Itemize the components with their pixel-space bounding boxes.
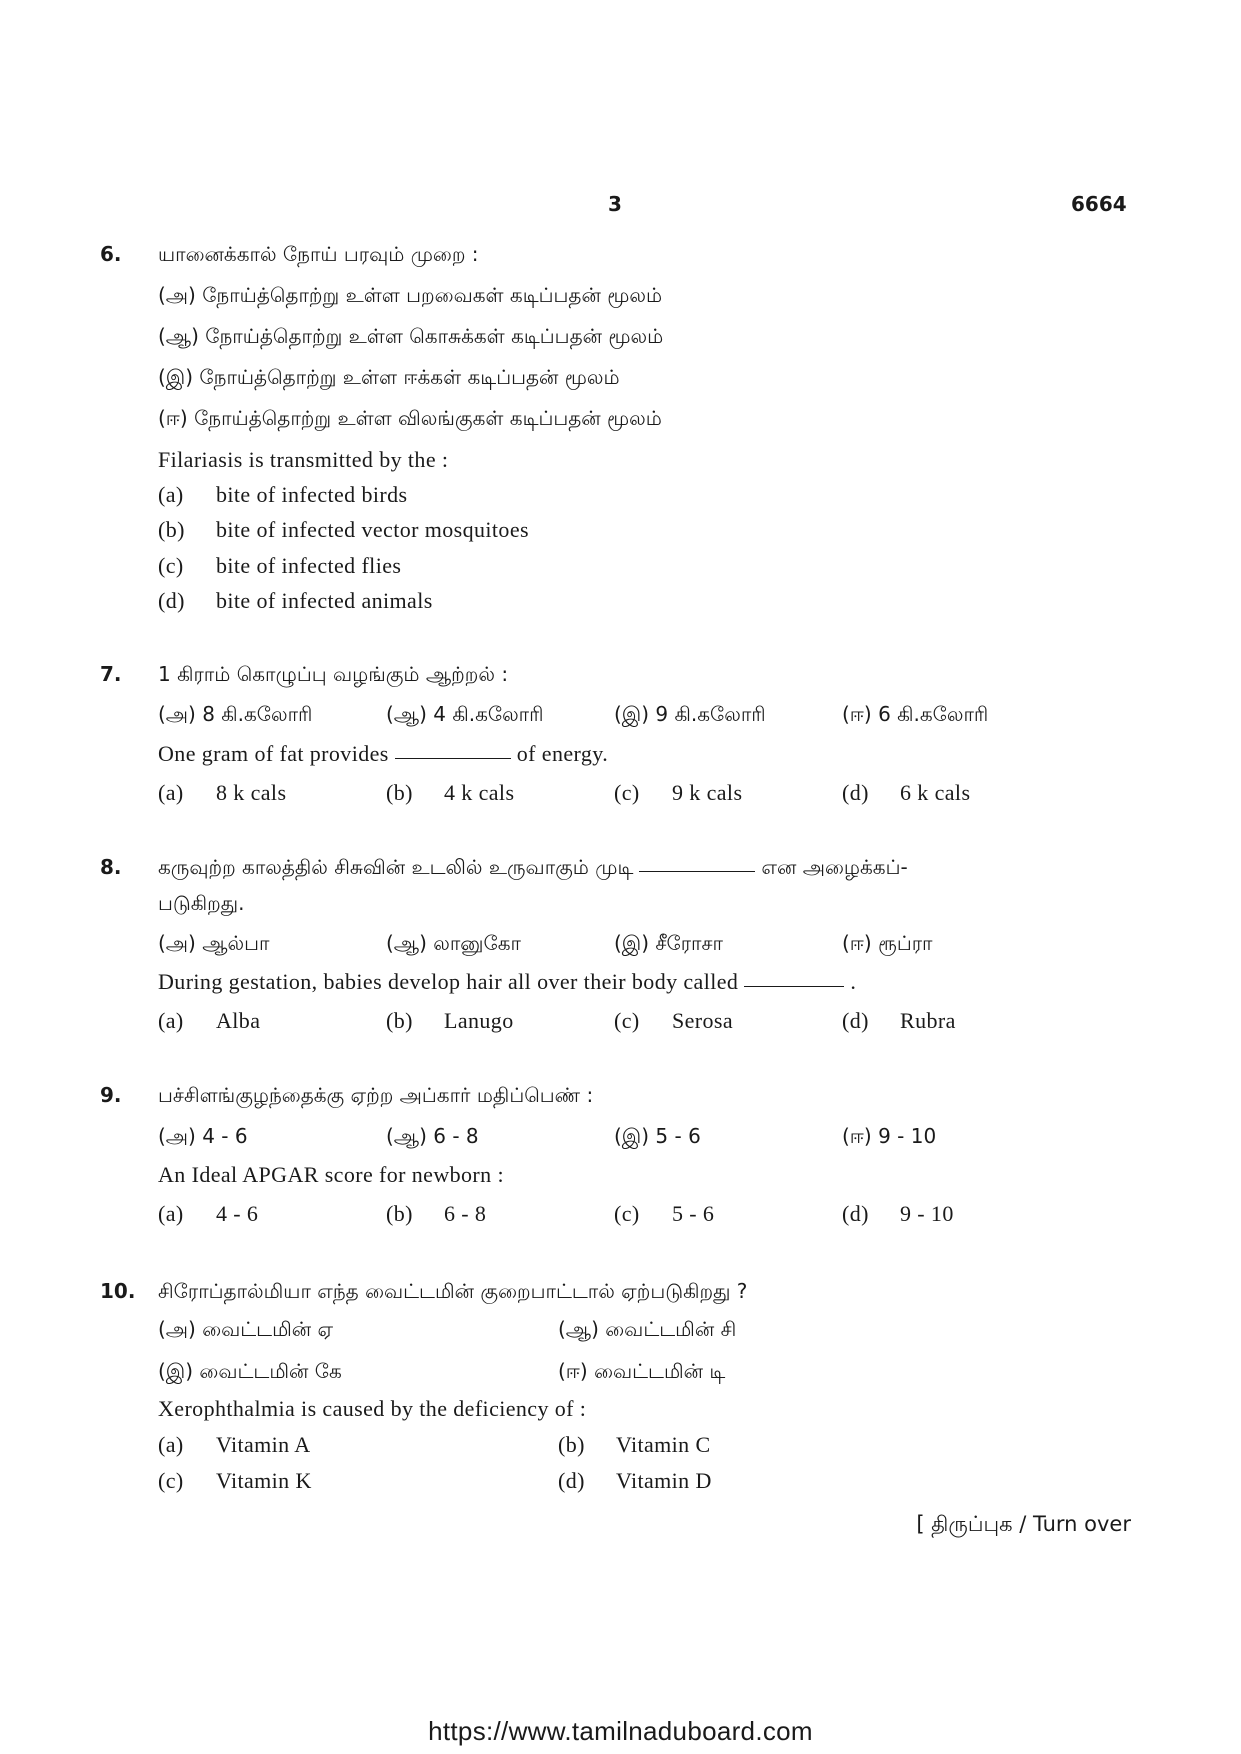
option-label: (d) xyxy=(842,1008,869,1033)
option-text: bite of infected birds xyxy=(216,482,408,507)
english-option xyxy=(558,1468,712,1494)
question-stem-english xyxy=(158,741,608,767)
english-option xyxy=(614,780,742,806)
english-option xyxy=(386,780,514,806)
english-option xyxy=(386,1201,486,1227)
option-label: (d) xyxy=(842,1201,869,1226)
tamil-option: (இ) 9 கி.கலோரி xyxy=(614,702,766,726)
option-label: (b) xyxy=(158,517,185,542)
option-text: Alba xyxy=(216,1008,261,1033)
english-option xyxy=(842,1201,954,1227)
option-text: Rubra xyxy=(900,1008,956,1033)
tamil-option: (அ) வைட்டமின் ஏ xyxy=(158,1317,334,1341)
stem-text: கருவுற்ற காலத்தில் சிசுவின் உடலில் உருவாகும் முடி xyxy=(158,855,634,879)
question-stem-tamil: பச்சிளங்குழந்தைக்கு ஏற்ற அப்கார் மதிப்பெண் : xyxy=(158,1083,594,1107)
option-label: (c) xyxy=(614,1201,640,1226)
english-option xyxy=(158,588,433,614)
option-text: bite of infected flies xyxy=(216,553,402,578)
option-text: Vitamin D xyxy=(616,1468,712,1493)
turn-over-note: [ திருப்புக / Turn over xyxy=(916,1512,1131,1536)
option-label: (a) xyxy=(158,1432,184,1457)
tamil-option: (ஆ) 6 - 8 xyxy=(386,1124,479,1148)
english-option xyxy=(158,553,401,579)
option-text: 9 - 10 xyxy=(900,1201,954,1226)
option-label: (a) xyxy=(158,1201,184,1226)
answer-blank xyxy=(395,758,511,759)
option-label: (c) xyxy=(614,780,640,805)
option-label: (d) xyxy=(158,588,185,613)
option-label: (c) xyxy=(158,553,184,578)
tamil-option: (அ) நோய்த்தொற்று உள்ள பறவைகள் கடிப்பதன் மூலம் xyxy=(158,283,663,307)
english-option xyxy=(158,780,286,806)
english-option xyxy=(158,517,529,543)
english-option xyxy=(158,1201,258,1227)
question-stem-tamil: யானைக்கால் நோய் பரவும் முறை : xyxy=(158,242,479,266)
stem-text: One gram of fat provides xyxy=(158,741,389,766)
stem-text: During gestation, babies develop hair all over their body called xyxy=(158,969,739,994)
option-text: 6 - 8 xyxy=(444,1201,487,1226)
footer-url[interactable]: https://www.tamilnaduboard.com xyxy=(428,1716,813,1746)
tamil-option: (ஈ) 9 - 10 xyxy=(842,1124,937,1148)
option-text: bite of infected animals xyxy=(216,588,433,613)
option-text: 4 k cals xyxy=(444,780,515,805)
english-option xyxy=(842,1008,956,1034)
paper-code: 6664 xyxy=(1071,192,1127,216)
option-label: (c) xyxy=(614,1008,640,1033)
tamil-option: (அ) 4 - 6 xyxy=(158,1124,248,1148)
answer-blank xyxy=(639,871,755,872)
option-label: (a) xyxy=(158,1008,184,1033)
english-option xyxy=(158,1008,260,1034)
option-label: (b) xyxy=(386,1008,413,1033)
option-label: (a) xyxy=(158,482,184,507)
option-text: Lanugo xyxy=(444,1008,514,1033)
tamil-option: (ஈ) நோய்த்தொற்று உள்ள விலங்குகள் கடிப்பதன் மூலம் xyxy=(158,406,662,430)
english-option xyxy=(558,1432,711,1458)
question-number: 8. xyxy=(100,855,122,879)
page-number: 3 xyxy=(608,192,622,216)
option-text: bite of infected vector mosquitoes xyxy=(216,517,529,542)
question-number: 6. xyxy=(100,242,122,266)
tamil-option: (இ) சீரோசா xyxy=(614,931,723,955)
english-option xyxy=(614,1201,714,1227)
tamil-option: (அ) ஆல்பா xyxy=(158,931,270,955)
question-stem-tamil-line2: படுகிறது. xyxy=(158,891,245,915)
question-stem-english xyxy=(158,969,856,995)
question-number: 7. xyxy=(100,662,122,686)
english-option xyxy=(158,1468,312,1494)
question-stem-tamil: 1 கிராம் கொழுப்பு வழங்கும் ஆற்றல் : xyxy=(158,662,509,686)
tamil-option: (இ) வைட்டமின் கே xyxy=(158,1359,342,1383)
tamil-option: (ஆ) லானுகோ xyxy=(386,931,521,955)
question-stem-tamil xyxy=(158,855,908,882)
stem-text: என அழைக்கப்- xyxy=(761,855,908,879)
option-text: Vitamin A xyxy=(216,1432,311,1457)
option-text: 6 k cals xyxy=(900,780,971,805)
option-label: (b) xyxy=(558,1432,585,1457)
stem-text: of energy. xyxy=(516,741,609,766)
option-label: (a) xyxy=(158,780,184,805)
option-label: (d) xyxy=(558,1468,585,1493)
option-text: 4 - 6 xyxy=(216,1201,259,1226)
option-text: Vitamin K xyxy=(216,1468,312,1493)
stem-text: . xyxy=(850,969,857,994)
tamil-option: (ஈ) வைட்டமின் டி xyxy=(558,1359,726,1383)
english-option xyxy=(842,780,970,806)
tamil-option: (அ) 8 கி.கலோரி xyxy=(158,702,313,726)
tamil-option: (ஈ) 6 கி.கலோரி xyxy=(842,702,989,726)
english-option xyxy=(158,1432,311,1458)
tamil-option: (ஆ) நோய்த்தொற்று உள்ள கொசுக்கள் கடிப்பதன் மூலம் xyxy=(158,324,664,348)
tamil-option: (ஈ) ரூப்ரா xyxy=(842,931,933,955)
english-option xyxy=(614,1008,733,1034)
question-number: 9. xyxy=(100,1083,122,1107)
tamil-option: (இ) நோய்த்தொற்று உள்ள ஈக்கள் கடிப்பதன் மூலம் xyxy=(158,365,620,389)
option-label: (b) xyxy=(386,1201,413,1226)
question-stem-english: Filariasis is transmitted by the : xyxy=(158,447,449,472)
option-label: (c) xyxy=(158,1468,184,1493)
english-option xyxy=(386,1008,514,1034)
option-label: (d) xyxy=(842,780,869,805)
question-stem-english: An Ideal APGAR score for newborn : xyxy=(158,1162,504,1187)
tamil-option: (ஆ) வைட்டமின் சி xyxy=(558,1317,737,1341)
option-text: 8 k cals xyxy=(216,780,287,805)
option-text: 9 k cals xyxy=(672,780,743,805)
answer-blank xyxy=(744,986,844,987)
question-stem-tamil: சிரோப்தால்மியா எந்த வைட்டமின் குறைபாட்டால் ஏற்படுகிறது ? xyxy=(158,1279,748,1303)
option-label: (b) xyxy=(386,780,413,805)
tamil-option: (ஆ) 4 கி.கலோரி xyxy=(386,702,544,726)
option-text: 5 - 6 xyxy=(672,1201,715,1226)
question-stem-english: Xerophthalmia is caused by the deficiency of : xyxy=(158,1396,587,1421)
question-number: 10. xyxy=(100,1279,136,1303)
tamil-option: (இ) 5 - 6 xyxy=(614,1124,701,1148)
option-text: Vitamin C xyxy=(616,1432,711,1457)
english-option xyxy=(158,482,407,508)
option-text: Serosa xyxy=(672,1008,734,1033)
